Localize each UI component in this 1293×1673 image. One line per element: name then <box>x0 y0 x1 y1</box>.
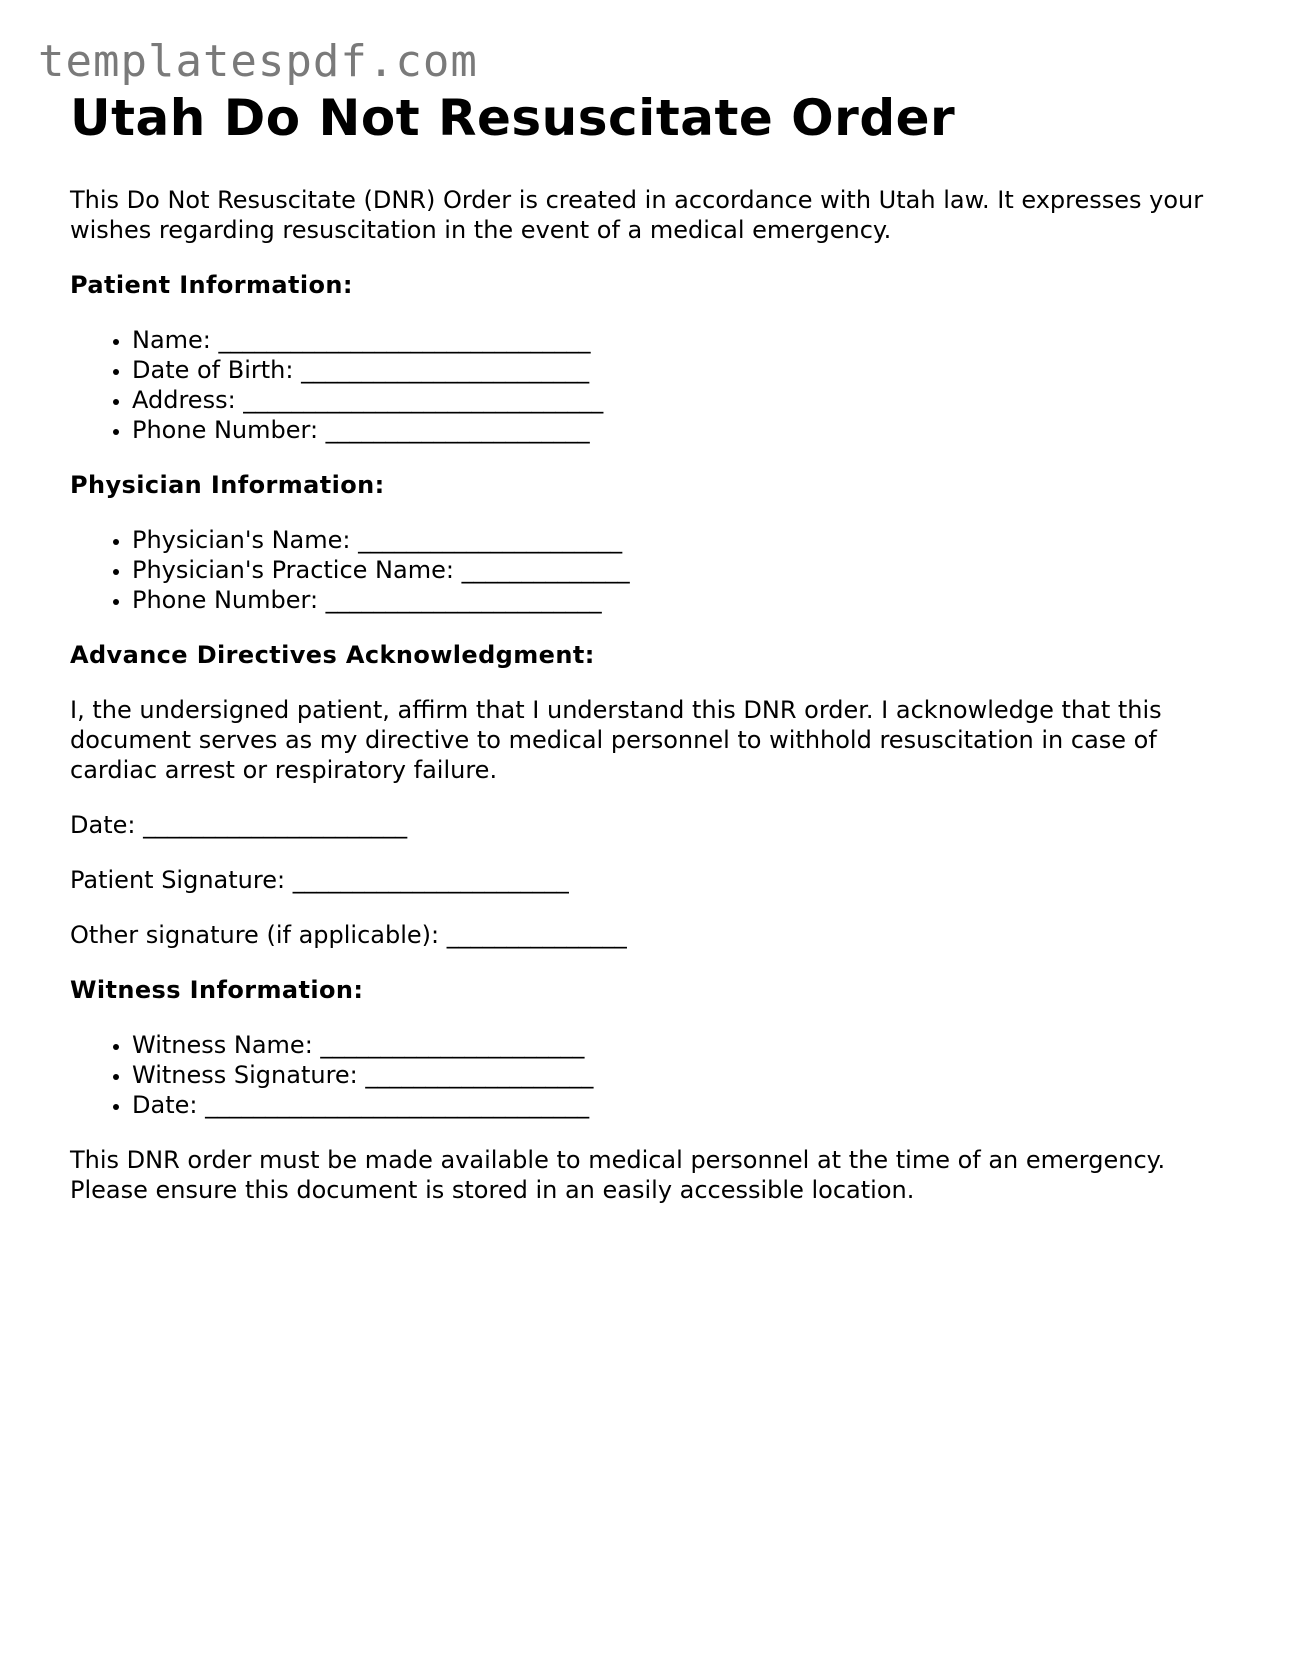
page-title: Utah Do Not Resuscitate Order <box>70 89 956 147</box>
patient-info-heading: Patient Information: <box>70 271 353 299</box>
footer-note: This DNR order must be made available to medical personnel at the time of an emergency. Please ensure this document is stored in an easily accessible location. <box>70 1146 1166 1204</box>
witness-info-heading: Witness Information: <box>70 976 364 1004</box>
acknowledgment-date-field: Date: ______________________ <box>70 811 408 839</box>
intro-paragraph: This Do Not Resuscitate (DNR) Order is created in accordance with Utah law. It expresses your wishes regarding resuscitation in the event of a medical emergency. <box>70 186 1204 244</box>
witness-signature-field: • Witness Signature: ___________________ <box>132 1060 1230 1090</box>
document <box>70 88 1230 1205</box>
acknowledgment-statement: I, the undersigned patient, affirm that I understand this DNR order. I acknowledge that this document serves as my directive to medical personnel to withhold resuscitation in case of cardiac arrest or respiratory failure. <box>70 696 1162 784</box>
patient-address-field: • Address: ______________________________ <box>132 385 1230 415</box>
watermark: templatespdf.com <box>38 36 478 87</box>
physician-name-field: • Physician's Name: ______________________ <box>132 525 1230 555</box>
witness-date-field: • Date: ________________________________ <box>132 1090 1230 1120</box>
patient-signature-field: Patient Signature: _______________________ <box>70 866 569 894</box>
patient-name-field: • Name: _______________________________ <box>132 325 1230 355</box>
witness-info-list <box>70 1030 1230 1120</box>
patient-phone-field: • Phone Number: ______________________ <box>132 415 1230 445</box>
physician-info-heading: Physician Information: <box>70 471 385 499</box>
patient-dob-field: • Date of Birth: ________________________ <box>132 355 1230 385</box>
physician-info-list <box>70 525 1230 615</box>
witness-name-field: • Witness Name: ______________________ <box>132 1030 1230 1060</box>
patient-info-list <box>70 325 1230 445</box>
other-signature-field: Other signature (if applicable): _______________ <box>70 921 627 949</box>
acknowledgment-heading: Advance Directives Acknowledgment: <box>70 641 595 669</box>
physician-practice-field: • Physician's Practice Name: ______________ <box>132 555 1230 585</box>
physician-phone-field: • Phone Number: _______________________ <box>132 585 1230 615</box>
